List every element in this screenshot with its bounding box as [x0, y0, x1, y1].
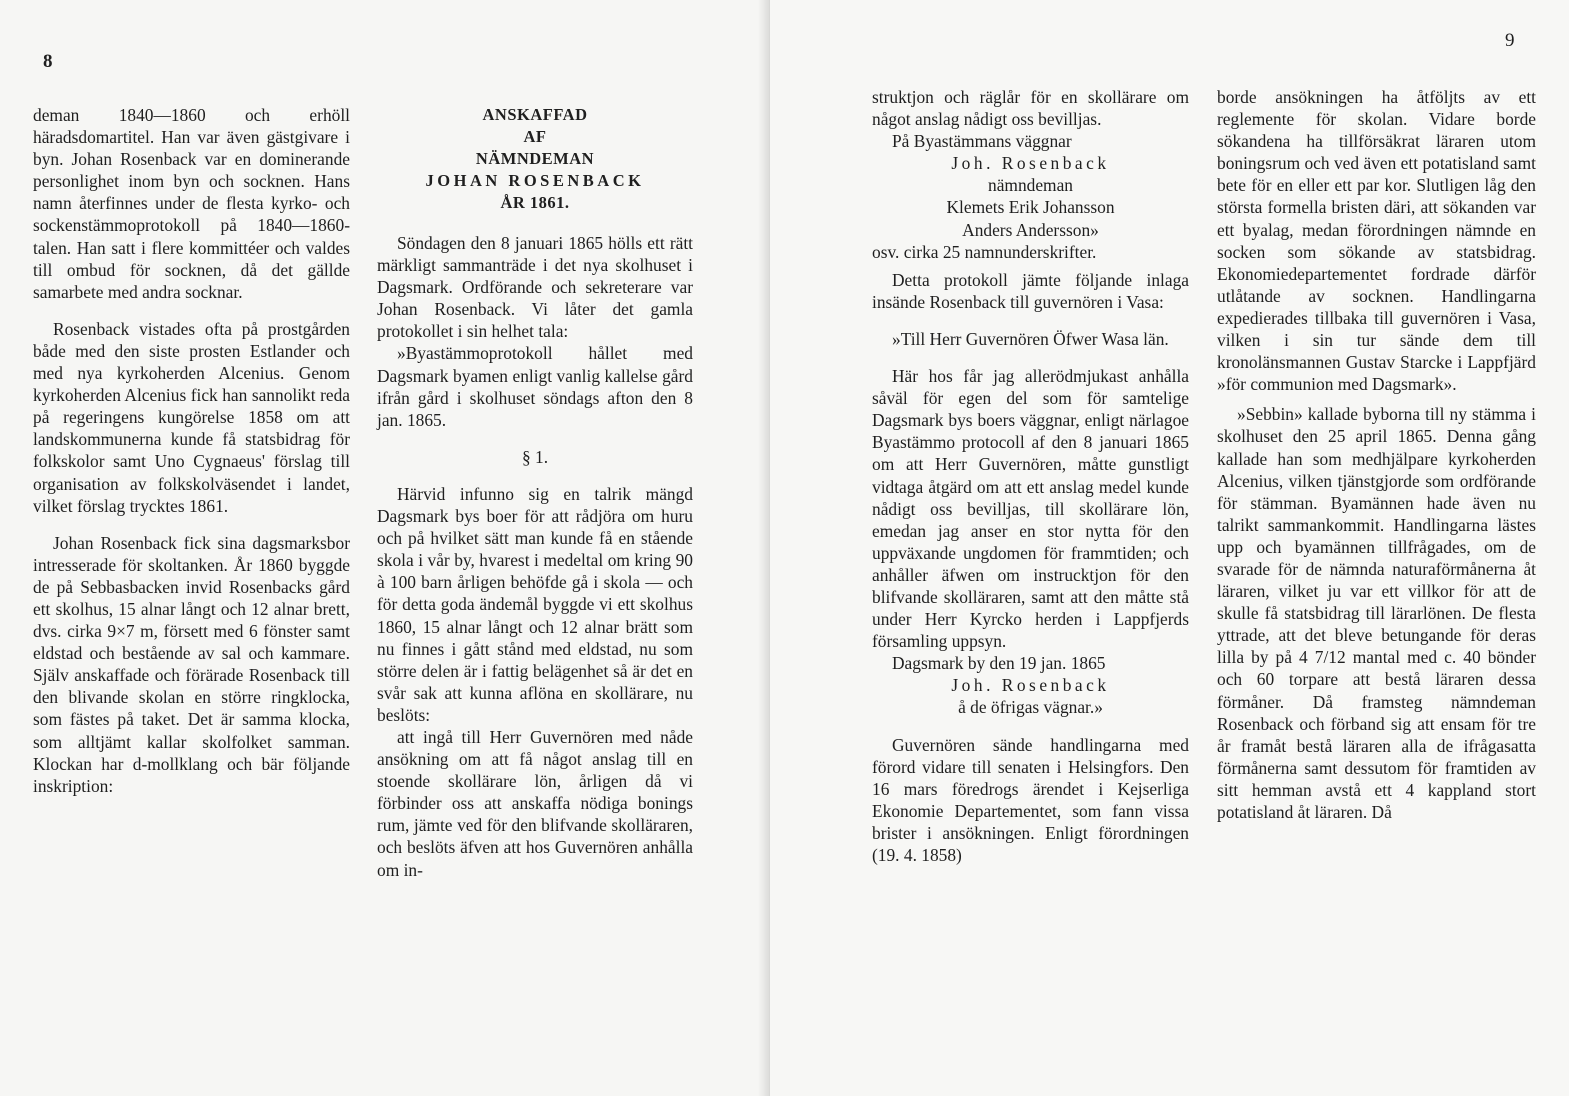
page-number-left: 8: [43, 51, 54, 72]
paragraph: Johan Rosenback fick sina dagsmarksbor intresserade för skoltanken. År 1860 byggde de på Sebbasbacken invid Rosenbacks gård ett skolhus, 15 alnar långt och 12 alnar brett, dvs. cirka 9×7 m, försett med 6 fönster samt eldstad och bestående av sal och kammare. Själv anskaffade och förärade Rosenback till den blivande skolan en större ringklocka, som fästes på taket. Det är samma klocka, som alltjämt kallar skolfolket samman. Klockan har d-mollklang och bär följande inskription:: [33, 532, 350, 796]
signature-name: Joh. Rosenback: [951, 153, 1110, 174]
paragraph: osv. cirka 25 namnunderskrifter.: [872, 241, 1097, 262]
inscription-line: JOHAN ROSENBACK: [425, 171, 645, 190]
paragraph: Här hos får jag allerödmjukast anhålla såväl för egen del som för samtelige Dagsmark bys boers väggnar, enligt närlagoe Byastämmo protocoll af den 8 januari 1865 om att Herr Guvernören, måtte gunstligt vidtaga åtgärd om att ett anslag medel kunde nådigt oss bevilljas, till skollärare lön, emedan jag anser en stor nytta för den uppväxande ungdomen för frammtiden; och anhåller äfwen om instrucktjon för den blifvande skolläraren, samt att den måtte stå under Herr Kyrcko herden i Lappfjerds församling uppsyn.: [872, 366, 1189, 652]
inscription-line: AF: [523, 127, 547, 146]
paragraph: att ingå till Herr Guvernören med nåde ansökning om att få något anslag till en stoende skollärare lön, årligen då vi förbinder oss att anskaffa nödiga bonings rum, jämte ved för den blifvande skolläraren, och beslöts äfven att hos Guvernören anhålla om in-: [377, 726, 693, 880]
paragraph: borde ansökningen ha åtföljts av ett reglemente för skolan. Vidare borde sökandena ha tillförsäkrat läraren utom boningsrum och ved även ett potatisland samt bete för en eller ett par kor. Slutligen låg den största formella bristen däri, att sökanden var ett byalag, medan förordningen nämnde en socken som sökande av statsbidrag. Ekonomiedepartementet fordrade därför utlåtande av socknen. Handlingarna expedierades tillbaka till guvernören i Vasa, vilken i sin tur sände dem till kronolänsmannen Gustav Starcke i Lappfjärd »för communion med Dagsmark».: [1217, 87, 1536, 395]
signature-title: å de öfrigas vägnar.»: [958, 697, 1103, 718]
inscription-line: ÅR 1861.: [500, 193, 570, 212]
signature-name: Joh. Rosenback: [951, 675, 1110, 696]
paragraph: »Byastämmoprotokoll hållet med Dagsmark byamen enligt vanlig kallelse gård ifrån gård i skolhuset söndags afton den 8 jan. 1865.: [377, 343, 693, 430]
left-page: [0, 0, 770, 1096]
paragraph: »Sebbin» kallade byborna till ny stämma i skolhuset den 25 april 1865. Denna gång kallade han som medhjälpare kyrkoherden Alcenius, vilken tjänstgjorde som ordförande för stämman. Byamännen hade även nu talrikt sammankommit. Handlingarna lästes upp och byamännen tillfrågades, om de svarade för de nämnda naturaförmånerna åt läraren, vilket ju var ett villkor för att de skulle få statsbidrag till lärarlönen. De flesta yttrade, att det bleve betungande för deras lilla by på 4 7/12 mantal med c. 40 bönder och 60 torpare att bestå läraren dessa förmåner. Då framsteg nämndeman Rosenback och förband sig att ensam för tre år framåt bestå läraren alla de ifrågasatta förmånerna samt dessutom för framtiden av sitt hemman avstå ett 4 kappland stort potatisland åt läraren. Då: [1217, 404, 1536, 822]
signature-name: Anders Andersson»: [962, 219, 1099, 240]
paragraph: Härvid infunno sig en talrik mängd Dagsmark bys boer för att rådjöra om huru och på hvilket sätt man kunde få en stående skola i vår by, hvarest i medeltal om kring 90 à 100 barn årligen behöfde gå i skola — och för detta goda ändemål byggde vi ett skolhus 1860, 15 alnar långt och 12 alnar brätt som nu finnes i gått stånd med eldstad, nu som större delen är i fattig belägenhet så är det en svår sak att kunna aflöna en skollärare, nu beslöts:: [377, 483, 693, 725]
inscription-line: ANSKAFFAD: [482, 105, 588, 124]
paragraph: Dagsmark by den 19 jan. 1865: [892, 653, 1106, 674]
right-page-column-1: [872, 86, 1189, 866]
paragraph: Rosenback vistades ofta på prostgården både med den siste prosten Estlander och med nya kyrkoherden Alcenius. Genom kyrkoherden Alcenius fick han sannolikt reda på regeringens kungörelse 1858 om att landskommunerna kunde få statsbidrag för folkskolor samt Uno Cygnaeus' förslag till organisation av folkskolväsendet i landet, vilket förslag trycktes 1861.: [33, 318, 350, 516]
left-page-column-1: [33, 104, 350, 797]
bell-inscription: [377, 104, 693, 214]
right-page-column-2: [1217, 86, 1536, 823]
paragraph: Söndagen den 8 januari 1865 hölls ett rätt märkligt sammanträde i det nya skolhuset i Dagsmark. Ordförande och sekreterare var Johan Rosenback. Vi låter det gamla protokollet i sin helhet tala:: [377, 233, 693, 342]
paragraph: »Till Herr Guvernören Öfwer Wasa län.: [892, 328, 1169, 349]
left-page-column-2: [377, 104, 693, 881]
page-number-right: 9: [1505, 30, 1516, 51]
inscription-line: NÄMNDEMAN: [475, 149, 595, 168]
signature-name: Klemets Erik Johansson: [946, 197, 1115, 218]
paragraph: deman 1840—1860 och erhöll häradsdomartitel. Han var även gästgivare i byn. Johan Rosenback var en dominerande personlighet inom byn och socknen. Hans namn återfinnes under de flesta kyrko- och sockenstämmoprotokoll på 1840—1860-talen. Han satt i flere kommittéer och valdes till ombud för socknen, då det gällde samarbete med andra socknar.: [33, 105, 350, 302]
paragraph: På Byastämmans väggnar: [892, 131, 1072, 152]
paragraph: Detta protokoll jämte följande inlaga insände Rosenback till guvernören i Vasa:: [872, 269, 1189, 312]
right-page: [770, 0, 1569, 1096]
paragraph: Guvernören sände handlingarna med förord vidare till senaten i Helsingfors. Den 16 mars föredrogs ärendet i Kejserliga Ekonomie Departementet, som fann vissa brister i ansökningen. Enligt förordningen (19. 4. 1858): [872, 734, 1189, 865]
paragraph: struktjon och räglår för en skollärare om något anslag nådigt oss bevilljas.: [872, 87, 1189, 130]
signature-title: nämndeman: [988, 175, 1073, 196]
section-mark: § 1.: [521, 446, 549, 467]
